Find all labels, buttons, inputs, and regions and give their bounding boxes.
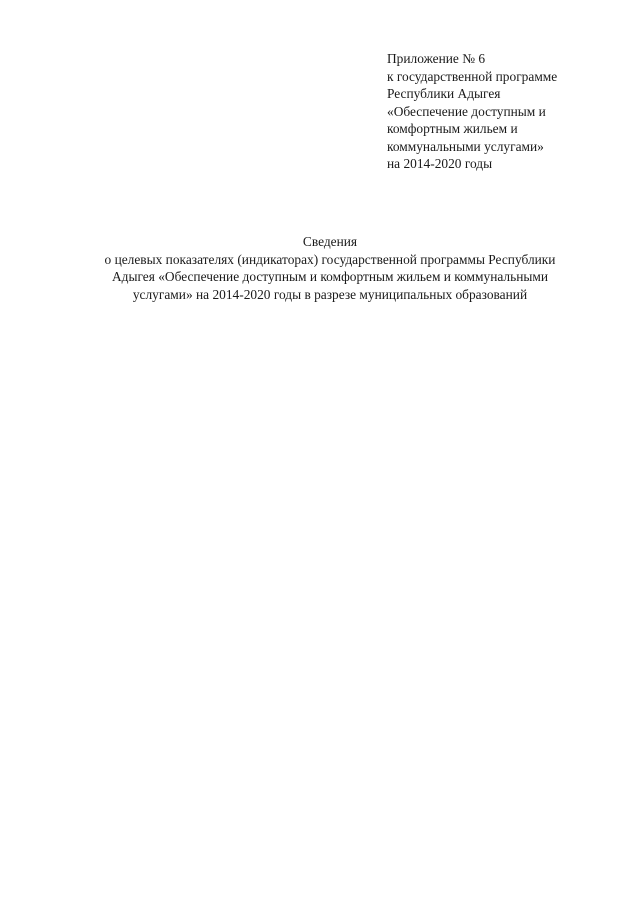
heading-line: Адыгея «Обеспечение доступным и комфортным жильем и коммунальными: [111, 269, 549, 284]
appendix-line: «Обеспечение доступным и: [387, 103, 546, 119]
document-heading: [40, 233, 620, 303]
appendix-line: на 2014-2020 годы: [387, 156, 493, 171]
appendix-line: комфортным жильем и: [387, 121, 518, 136]
heading-line: о целевых показателях (индикаторах) государственной программы Республики: [104, 251, 556, 267]
appendix-line: Приложение № 6: [387, 51, 486, 66]
appendix-line: коммунальными услугами»: [387, 138, 544, 154]
heading-line: услугами» на 2014-2020 годы в разрезе муниципальных образований: [132, 286, 528, 302]
appendix-line: к государственной программе: [387, 68, 558, 84]
appendix-line: Республики Адыгея: [387, 86, 501, 101]
heading-title: Сведения: [302, 234, 358, 249]
appendix-note: [387, 50, 627, 173]
